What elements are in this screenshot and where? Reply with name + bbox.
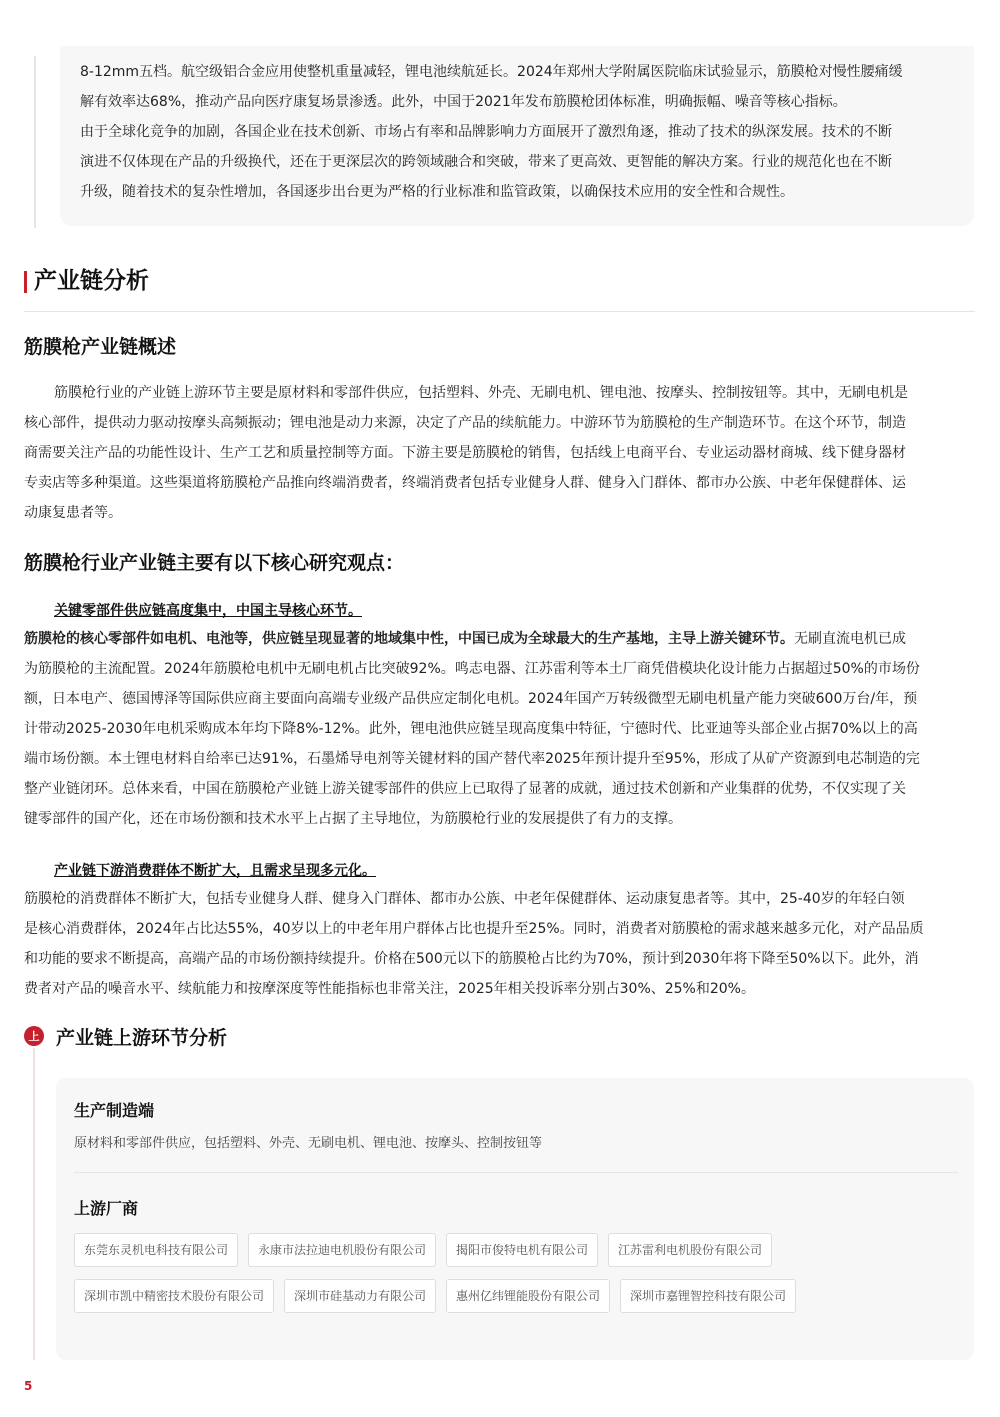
text-line: 筋膜枪行业的产业链上游环节主要是原材料和零部件供应，包括塑料、外壳、无刷电机、锂电池、按摩头、控制按钮等。其中，无刷电机是	[54, 385, 908, 401]
text-line: 整产业链闭环。总体来看，中国在筋膜枪产业链上游关键零部件的供应上已取得了显著的成就，通过技术创新和产业集群的优势，不仅实现了关	[24, 781, 906, 797]
page-number: 5	[24, 1379, 33, 1393]
view2-paragraph	[24, 884, 976, 1004]
card-description: 原材料和零部件供应，包括塑料、外壳、无刷电机、锂电池、按摩头、控制按钮等	[74, 1136, 543, 1151]
text-line: 计带动2025-2030年电机采购成本年均下降8%-12%。此外，锂电池供应链呈现高度集中特征，宁德时代、比亚迪等头部企业占据70%以上的高	[24, 721, 918, 737]
vendor-tag[interactable]: 深圳市嘉锂智控科技有限公司	[620, 1279, 796, 1313]
text-line: 解有效率达68%，推动产品向医疗康复场景渗透。此外，中国于2021年发布筋膜枪团体标准，明确振幅、噪音等核心指标。	[80, 94, 847, 110]
view1-bold-lead: 筋膜枪的核心零部件如电机、电池等，供应链呈现显著的地域集中性，中国已成为全球最大的生产基地，主导上游关键环节。	[24, 631, 794, 647]
text-line: 专卖店等多种渠道。这些渠道将筋膜枪产品推向终端消费者，终端消费者包括专业健身人群、健身入门群体、都市办公族、中老年保健群体、运	[24, 475, 906, 491]
text-line: 键零部件的国产化，还在市场份额和技术水平上占据了主导地位，为筋膜枪行业的发展提供了有力的支撑。	[24, 811, 682, 827]
vendor-tag[interactable]: 永康市法拉迪电机股份有限公司	[248, 1233, 436, 1267]
text-line: 额，日本电产、德国博泽等国际供应商主要面向高端专业级产品供应定制化电机。2024年国产万转级微型无刷电机量产能力突破600万台/年，预	[24, 691, 918, 707]
tech-summary-box	[60, 46, 974, 226]
card-heading: 生产制造端	[74, 1101, 155, 1120]
section-title-accent	[24, 271, 27, 293]
text-line: 由于全球化竞争的加剧，各国企业在技术创新、市场占有率和品牌影响力方面展开了激烈角逐，推动了技术的纵深发展。技术的不断	[80, 124, 892, 140]
quote-rail	[34, 56, 36, 228]
text-line: 核心部件，提供动力驱动按摩头高频振动；锂电池是动力来源，决定了产品的续航能力。中游环节为筋膜枪的生产制造环节。在这个环节，制造	[24, 415, 906, 431]
text-line: 端市场份额。本土锂电材料自给率已达91%，石墨烯导电剂等关键材料的国产替代率2025年预计提升至95%，形成了从矿产资源到电芯制造的完	[24, 751, 920, 767]
divider	[24, 311, 975, 312]
text-line: 为筋膜枪的主流配置。2024年筋膜枪电机中无刷电机占比突破92%。鸣志电器、江苏雷利等本土厂商凭借模块化设计能力占据超过50%的市场份	[24, 661, 920, 677]
text-line: 和功能的要求不断提高，高端产品的市场份额持续提升。价格在500元以下的筋膜枪占比约为70%，预计到2030年将下降至50%以下。此外，消	[24, 951, 919, 967]
upstream-title: 产业链上游环节分析	[56, 1027, 228, 1049]
vendors-heading: 上游厂商	[74, 1199, 139, 1218]
section-title	[24, 264, 149, 298]
timeline-rail	[33, 1048, 35, 1360]
core-views-title: 筋膜枪行业产业链主要有以下核心研究观点：	[24, 552, 405, 574]
upstream-card	[56, 1078, 974, 1360]
view1-title: 关键零部件供应链高度集中，中国主导核心环节。	[54, 603, 362, 619]
text-line: 费者对产品的噪音水平、续航能力和按摩深度等性能指标也非常关注，2025年相关投诉率分别占30%、25%和20%。	[24, 981, 755, 997]
vendor-tag[interactable]: 东莞东灵机电科技有限公司	[74, 1233, 238, 1267]
text-line: 升级，随着技术的复杂性增加，各国逐步出台更为严格的行业标准和监管政策，以确保技术应用的安全性和合规性。	[80, 184, 794, 200]
overview-paragraph	[24, 378, 976, 528]
text-line	[24, 624, 976, 654]
vendor-tag[interactable]: 揭阳市俊特电机有限公司	[446, 1233, 598, 1267]
section-title-text: 产业链分析	[34, 268, 149, 294]
text-line: 8-12mm五档。航空级铝合金应用使整机重量减轻，锂电池续航延长。2024年郑州大学附属医院临床试验显示，筋膜枪对慢性腰痛缓	[80, 64, 903, 80]
divider	[74, 1172, 958, 1173]
text-line: 筋膜枪的消费群体不断扩大，包括专业健身人群、健身入门群体、都市办公族、中老年保健群体、运动康复患者等。其中，25-40岁的年轻白领	[24, 891, 905, 907]
vendor-tag[interactable]: 江苏雷利电机股份有限公司	[608, 1233, 772, 1267]
view1-paragraph	[24, 624, 976, 834]
view1-line1-tail: 无刷直流电机已成	[794, 631, 906, 647]
vendor-tag[interactable]: 深圳市凯中精密技术股份有限公司	[74, 1279, 274, 1313]
vendor-tag[interactable]: 深圳市硅基动力有限公司	[284, 1279, 436, 1313]
text-line: 动康复患者等。	[24, 505, 122, 521]
vendor-tag-list	[74, 1233, 958, 1325]
view2-title: 产业链下游消费群体不断扩大，且需求呈现多元化。	[54, 863, 376, 879]
text-line: 是核心消费群体，2024年占比达55%，40岁以上的中老年用户群体占比也提升至25%。同时，消费者对筋膜枪的需求越来越多元化，对产品品质	[24, 921, 924, 937]
text-line: 演进不仅体现在产品的升级换代，还在于更深层次的跨领域融合和突破，带来了更高效、更智能的解决方案。行业的规范化也在不断	[80, 154, 892, 170]
upstream-badge-icon: 上	[24, 1026, 44, 1046]
vendor-tag[interactable]: 惠州亿纬锂能股份有限公司	[446, 1279, 610, 1313]
text-line: 商需要关注产品的功能性设计、生产工艺和质量控制等方面。下游主要是筋膜枪的销售，包括线上电商平台、专业运动器材商城、线下健身器材	[24, 445, 906, 461]
overview-title: 筋膜枪产业链概述	[24, 336, 177, 358]
